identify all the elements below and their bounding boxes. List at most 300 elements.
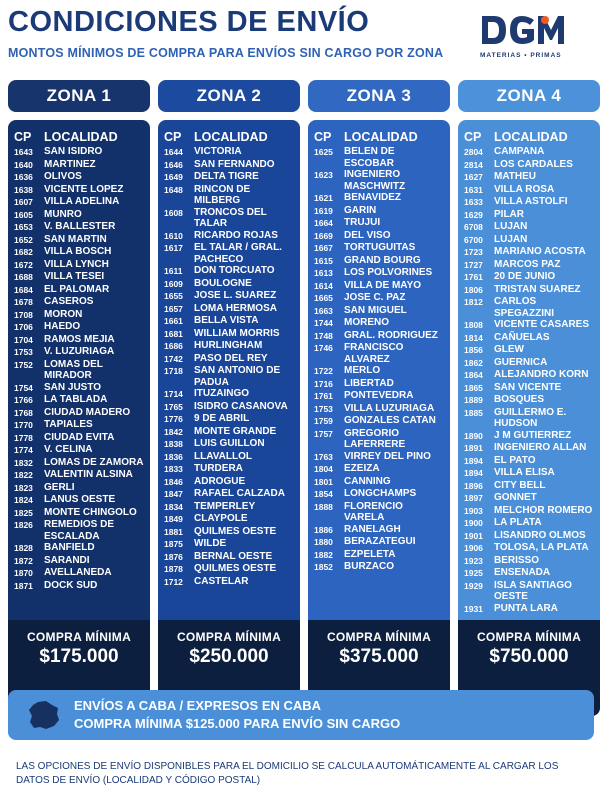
locality-name: MATHEU [494, 171, 537, 182]
postal-code: 1888 [314, 501, 333, 512]
postal-code: 1657 [164, 303, 183, 314]
list-item [164, 290, 296, 303]
postal-code: 1623 [314, 170, 333, 180]
list-item [314, 169, 446, 192]
list-item [14, 259, 146, 272]
postal-code: 1629 [464, 209, 483, 220]
locality-name: QUILMES OESTE [194, 563, 277, 574]
postal-code: 1894 [464, 468, 483, 478]
list-item [164, 340, 296, 353]
locality-name: LOMAS DE ZAMORA [44, 456, 144, 468]
page-title: CONDICIONES DE ENVÍO [8, 6, 370, 38]
minimum-purchase-label: COMPRA MÍNIMA [326, 630, 432, 644]
locality-name: PASO DEL REY [194, 352, 268, 364]
locality-list [464, 130, 596, 615]
list-item [314, 390, 446, 403]
locality-name: MARCOS PAZ [494, 258, 561, 270]
locality-name: JOSE L. SUAREZ [194, 290, 277, 301]
footnote: LAS OPCIONES DE ENVÍO DISPONIBLES PARA EL DOMICILIO SE CALCULA AUTOMÁTICAMENTE AL CARGAR LOS DATOS DE ENVÍO (LOCALIDAD Y CÓDIGO POSTAL) [16, 761, 559, 786]
locality-name: RAFAEL CALZADA [194, 488, 285, 499]
locality-name: TOLOSA, LA PLATA [494, 542, 589, 553]
zone-column-1 [8, 80, 150, 667]
list-item [164, 303, 296, 316]
list-item [14, 432, 146, 445]
zone-column-4 [458, 80, 600, 667]
list-item [14, 221, 146, 234]
postal-code: 1876 [164, 551, 183, 562]
postal-code: 1862 [464, 357, 483, 368]
postal-code: 1706 [14, 322, 33, 332]
locality-name: EZEIZA [344, 463, 380, 474]
list-item [14, 394, 146, 407]
postal-code: 1828 [14, 543, 33, 553]
locality-name: MUNRO [44, 208, 82, 220]
list-item [14, 469, 146, 482]
locality-name: BENAVIDEZ [344, 192, 402, 203]
locality-name: CIUDAD EVITA [44, 431, 115, 443]
list-header [14, 130, 146, 145]
list-item [314, 524, 446, 537]
list-item [14, 309, 146, 322]
postal-code: 1882 [314, 549, 333, 560]
list-item [314, 255, 446, 268]
postal-code: 1648 [164, 184, 183, 195]
postal-code: 1931 [464, 603, 483, 614]
postal-code: 1824 [14, 495, 33, 505]
list-item [464, 442, 596, 455]
list-item [314, 415, 446, 428]
postal-code: 2814 [464, 159, 483, 170]
zone-header: ZONA 3 [308, 80, 450, 112]
postal-code: 1753 [314, 403, 333, 414]
postal-code: 1688 [14, 272, 33, 282]
locality-name: SAN FERNANDO [194, 158, 275, 170]
list-item [164, 184, 296, 207]
locality-list [14, 130, 146, 592]
postal-code: 1872 [14, 555, 33, 566]
list-item [14, 407, 146, 420]
postal-code: 1847 [164, 489, 183, 499]
list-item [14, 519, 146, 542]
locality-name: VILLA LYNCH [44, 258, 109, 270]
locality-name: DEL VISO [344, 229, 391, 241]
postal-code: 1757 [314, 428, 333, 439]
list-item [464, 542, 596, 555]
postal-code: 1681 [164, 328, 183, 339]
minimum-purchase-amount: $750.000 [489, 646, 569, 667]
postal-code: 1856 [464, 345, 483, 355]
locality-name: EZPELETA [344, 548, 396, 560]
list-item [464, 369, 596, 382]
locality-name: EL PALOMAR [44, 283, 110, 295]
list-item [14, 482, 146, 495]
list-item [314, 205, 446, 218]
postal-code: 1774 [14, 445, 33, 455]
zone-list-panel [458, 120, 600, 700]
postal-code: 1871 [14, 580, 33, 591]
postal-code: 1678 [14, 297, 33, 307]
postal-code: 1638 [14, 184, 33, 195]
locality-name: VIRREY DEL PINO [344, 450, 431, 462]
postal-code: 1633 [464, 197, 483, 207]
locality-name: PONTEVEDRA [344, 390, 414, 401]
locality-name: GREGORIO LAFERRERE [344, 427, 406, 450]
minimum-purchase-amount: $250.000 [189, 646, 269, 667]
locality-name: FRANCISCO ALVAREZ [344, 342, 404, 365]
postal-code: 1834 [164, 501, 183, 512]
zone-header: ZONA 1 [8, 80, 150, 112]
list-item [314, 330, 446, 343]
list-item [464, 505, 596, 518]
postal-code: 1727 [464, 259, 483, 270]
postal-code: 1900 [464, 518, 483, 528]
locality-name: LONGCHAMPS [344, 488, 417, 499]
postal-code: 6700 [464, 234, 483, 245]
list-item [14, 196, 146, 209]
list-item [314, 561, 446, 574]
locality-name: BERNAL OESTE [194, 550, 273, 562]
postal-code: 1742 [164, 353, 183, 364]
postal-code: 1822 [14, 470, 33, 480]
locality-name: TRUJUI [344, 217, 381, 228]
postal-code: 1722 [314, 366, 333, 376]
locality-name: VICENTE CASARES [494, 319, 590, 330]
postal-code: 1870 [14, 568, 33, 578]
list-item [314, 280, 446, 293]
locality-name: GRAND BOURG [344, 254, 421, 266]
postal-code: 1607 [14, 197, 33, 207]
postal-code: 1891 [464, 443, 483, 453]
postal-code: 1765 [164, 401, 183, 412]
locality-name: INGENIERO ALLAN [494, 442, 587, 453]
list-item [14, 444, 146, 457]
postal-code: 1723 [464, 247, 483, 257]
locality-name: RICARDO ROJAS [194, 229, 278, 241]
postal-code: 1663 [314, 305, 333, 316]
list-item [14, 184, 146, 197]
postal-code: 1608 [164, 207, 183, 218]
list-item [164, 265, 296, 278]
postal-code: 1619 [314, 205, 333, 216]
postal-code: 1621 [314, 193, 333, 203]
postal-code: 1609 [164, 278, 183, 289]
locality-name: LOS POLVORINES [344, 267, 433, 278]
zone-header: ZONA 2 [158, 80, 300, 112]
locality-name: BELLA VISTA [194, 315, 259, 326]
list-item [164, 463, 296, 476]
list-item [314, 305, 446, 318]
postal-code: 1801 [314, 476, 333, 487]
postal-code: 1646 [164, 159, 183, 170]
postal-code: 1849 [164, 514, 183, 524]
locality-name: WILDE [194, 538, 227, 549]
locality-name: CASTELAR [194, 575, 249, 587]
locality-name: GARIN [344, 204, 377, 216]
list-item [164, 538, 296, 551]
list-item [464, 382, 596, 395]
list-item [14, 159, 146, 172]
locality-name: LOMAS DEL MIRADOR [44, 358, 103, 381]
locality-name: MONTE CHINGOLO [44, 506, 137, 518]
list-item [464, 146, 596, 159]
locality-name: LANUS OESTE [44, 494, 116, 505]
postal-code: 1614 [314, 280, 333, 291]
locality-name: ISLA SANTIAGO OESTE [494, 579, 572, 602]
postal-code: 1875 [164, 539, 183, 549]
locality-name: SAN MIGUEL [344, 304, 407, 316]
locality-name: TURDERA [194, 463, 243, 474]
list-item [14, 284, 146, 297]
list-item [164, 563, 296, 576]
postal-code: 1766 [14, 395, 33, 405]
postal-code: 1644 [164, 147, 183, 157]
locality-name: MORON [44, 308, 83, 320]
locality-name: RINCON DE MILBERG [194, 183, 251, 206]
postal-code: 1712 [164, 576, 183, 587]
locality-name: JOSE C. PAZ [344, 292, 406, 303]
list-item [164, 365, 296, 388]
locality-name: CITY BELL [494, 479, 546, 491]
locality-name: CIUDAD MADERO [44, 406, 131, 418]
list-item [464, 271, 596, 284]
locality-name: LUJAN [494, 233, 528, 245]
list-item [164, 353, 296, 366]
postal-code: 1906 [464, 543, 483, 553]
postal-code: 1886 [314, 524, 333, 535]
list-item [314, 378, 446, 391]
list-item [164, 476, 296, 489]
locality-name: V. BALLESTER [44, 221, 116, 232]
localidad-header: LOCALIDAD [344, 130, 418, 144]
minimum-purchase-amount: $375.000 [339, 646, 419, 667]
list-item [464, 492, 596, 505]
postal-code: 1605 [14, 209, 33, 220]
locality-name: PUNTA LARA [494, 602, 558, 614]
locality-name: CLAYPOLE [194, 513, 248, 524]
postal-code: 1653 [14, 222, 33, 232]
postal-code: 1661 [164, 316, 183, 326]
postal-code: 6708 [464, 222, 483, 232]
caba-banner [8, 690, 594, 740]
list-item [464, 467, 596, 480]
list-item [164, 488, 296, 501]
list-item [464, 159, 596, 172]
postal-code: 1890 [464, 430, 483, 441]
list-item [14, 234, 146, 247]
postal-code: 1625 [314, 147, 333, 157]
list-item [14, 209, 146, 222]
postal-code: 1752 [14, 359, 33, 370]
locality-name: 20 DE JUNIO [494, 271, 556, 282]
postal-code: 1885 [464, 407, 483, 418]
postal-code: 1823 [14, 482, 33, 493]
localidad-header: LOCALIDAD [44, 130, 118, 144]
list-item [464, 332, 596, 345]
list-item [14, 146, 146, 159]
list-item [14, 419, 146, 432]
postal-code: 1754 [14, 382, 33, 393]
list-item [314, 403, 446, 416]
list-item [464, 480, 596, 493]
locality-name: RAMOS MEJIA [44, 333, 115, 345]
list-item [164, 413, 296, 426]
locality-name: SAN JUSTO [44, 381, 102, 393]
locality-name: VICTORIA [194, 146, 242, 157]
list-item [314, 217, 446, 230]
locality-name: LOS CARDALES [494, 158, 573, 170]
postal-code: 1708 [14, 309, 33, 320]
postal-code: 1704 [14, 334, 33, 345]
postal-code: 1714 [164, 389, 183, 399]
list-item [164, 315, 296, 328]
list-item [164, 171, 296, 184]
zone-column-3 [308, 80, 450, 667]
locality-name: ALEJANDRO KORN [494, 369, 589, 380]
postal-code: 1652 [14, 234, 33, 245]
list-item [14, 321, 146, 334]
list-item [464, 394, 596, 407]
list-item [464, 430, 596, 443]
list-header [314, 130, 446, 145]
locality-name: LIBERTAD [344, 377, 394, 389]
postal-code: 1617 [164, 243, 183, 253]
locality-name: LUIS GUILLON [194, 438, 265, 449]
locality-name: VILLA ROSA [494, 183, 555, 195]
list-item [164, 207, 296, 230]
zone-column-2 [158, 80, 300, 667]
postal-code: 1923 [464, 555, 483, 566]
locality-name: RANELAGH [344, 523, 401, 535]
postal-code: 1611 [164, 266, 183, 276]
locality-name: BANFIELD [44, 542, 95, 553]
page-subtitle: MONTOS MÍNIMOS DE COMPRA PARA ENVÍOS SIN CARGO POR ZONA [8, 46, 444, 60]
zone-list-panel [158, 120, 300, 700]
list-item [464, 246, 596, 259]
locality-name: GLEW [494, 344, 524, 355]
list-item [14, 346, 146, 359]
locality-name: LUJAN [494, 221, 528, 232]
list-item [464, 407, 596, 430]
postal-code: 1838 [164, 439, 183, 449]
locality-name: EL PATO [494, 454, 536, 466]
postal-code: 1636 [14, 172, 33, 182]
list-item [464, 184, 596, 197]
locality-name: MARIANO ACOSTA [494, 246, 586, 257]
postal-code: 1878 [164, 564, 183, 574]
locality-name: ENSENADA [494, 567, 551, 578]
locality-name: DELTA TIGRE [194, 171, 259, 182]
list-item [164, 501, 296, 514]
cp-header: CP [14, 130, 32, 144]
list-item [164, 438, 296, 451]
locality-name: GONZALES CATAN [344, 415, 436, 426]
locality-name: TRONCOS DEL TALAR [194, 206, 267, 229]
list-item [314, 267, 446, 280]
list-item [464, 259, 596, 272]
list-header [164, 130, 296, 145]
locality-name: VILLA ASTOLFI [494, 196, 568, 207]
locality-name: SAN VICENTE [494, 381, 562, 393]
list-item [464, 530, 596, 543]
postal-code: 1716 [314, 378, 333, 389]
list-item [464, 517, 596, 530]
list-item [164, 388, 296, 401]
postal-code: 1627 [464, 172, 483, 182]
locality-name: GUILLERMO E. HUDSON [494, 406, 567, 429]
list-item [464, 284, 596, 297]
list-item [464, 344, 596, 357]
locality-name: LLAVALLOL [194, 450, 252, 462]
list-header [464, 130, 596, 145]
list-item [164, 401, 296, 414]
postal-code: 1897 [464, 493, 483, 503]
cp-header: CP [314, 130, 332, 144]
postal-code: 1842 [164, 426, 183, 437]
postal-code: 1881 [164, 526, 183, 537]
list-item [164, 242, 296, 265]
locality-name: BURZACO [344, 561, 394, 572]
list-item [14, 382, 146, 395]
locality-name: V. LUZURIAGA [44, 346, 115, 357]
postal-code: 1929 [464, 580, 483, 591]
localidad-header: LOCALIDAD [194, 130, 268, 144]
locality-name: CANNING [344, 475, 391, 487]
postal-code: 1682 [14, 247, 33, 257]
postal-code: 1812 [464, 297, 483, 307]
list-item [464, 171, 596, 184]
postal-code: 1836 [164, 451, 183, 462]
list-item [14, 171, 146, 184]
postal-code: 1667 [314, 243, 333, 253]
postal-code: 1763 [314, 451, 333, 462]
postal-code: 1759 [314, 416, 333, 426]
list-item [464, 580, 596, 603]
locality-name: REMEDIOS DE ESCALADA [44, 519, 115, 542]
cp-header: CP [464, 130, 482, 144]
postal-code: 1669 [314, 230, 333, 241]
list-item [14, 494, 146, 507]
postal-code: 1665 [314, 293, 333, 303]
locality-name: INGENIERO MASCHWITZ [344, 169, 406, 192]
list-item [164, 551, 296, 564]
locality-name: VILLA BOSCH [44, 246, 112, 257]
locality-name: GONNET [494, 492, 537, 503]
postal-code: 1864 [464, 370, 483, 380]
list-item [314, 365, 446, 378]
locality-name: CARLOS SPEGAZZINI [494, 296, 555, 319]
postal-code: 1640 [14, 159, 33, 170]
postal-code: 1880 [314, 537, 333, 547]
caba-map-icon [28, 700, 60, 730]
postal-code: 2804 [464, 147, 483, 157]
dgm-logo [480, 12, 576, 74]
postal-code: 1814 [464, 332, 483, 343]
postal-code: 1832 [14, 457, 33, 468]
postal-code: 1903 [464, 505, 483, 516]
minimum-purchase-label: COMPRA MÍNIMA [176, 630, 282, 644]
list-item [14, 271, 146, 284]
locality-name: TAPIALES [44, 419, 93, 430]
locality-name: BOSQUES [494, 394, 545, 405]
postal-code: 1613 [314, 268, 333, 278]
list-item [14, 457, 146, 470]
locality-name: DOCK SUD [44, 579, 98, 591]
postal-code: 1846 [164, 476, 183, 487]
locality-name: SAN ANTONIO DE PADUA [194, 365, 281, 388]
postal-code: 1684 [14, 284, 33, 295]
locality-name: BELEN DE ESCOBAR [344, 146, 395, 169]
postal-code: 1826 [14, 520, 33, 530]
